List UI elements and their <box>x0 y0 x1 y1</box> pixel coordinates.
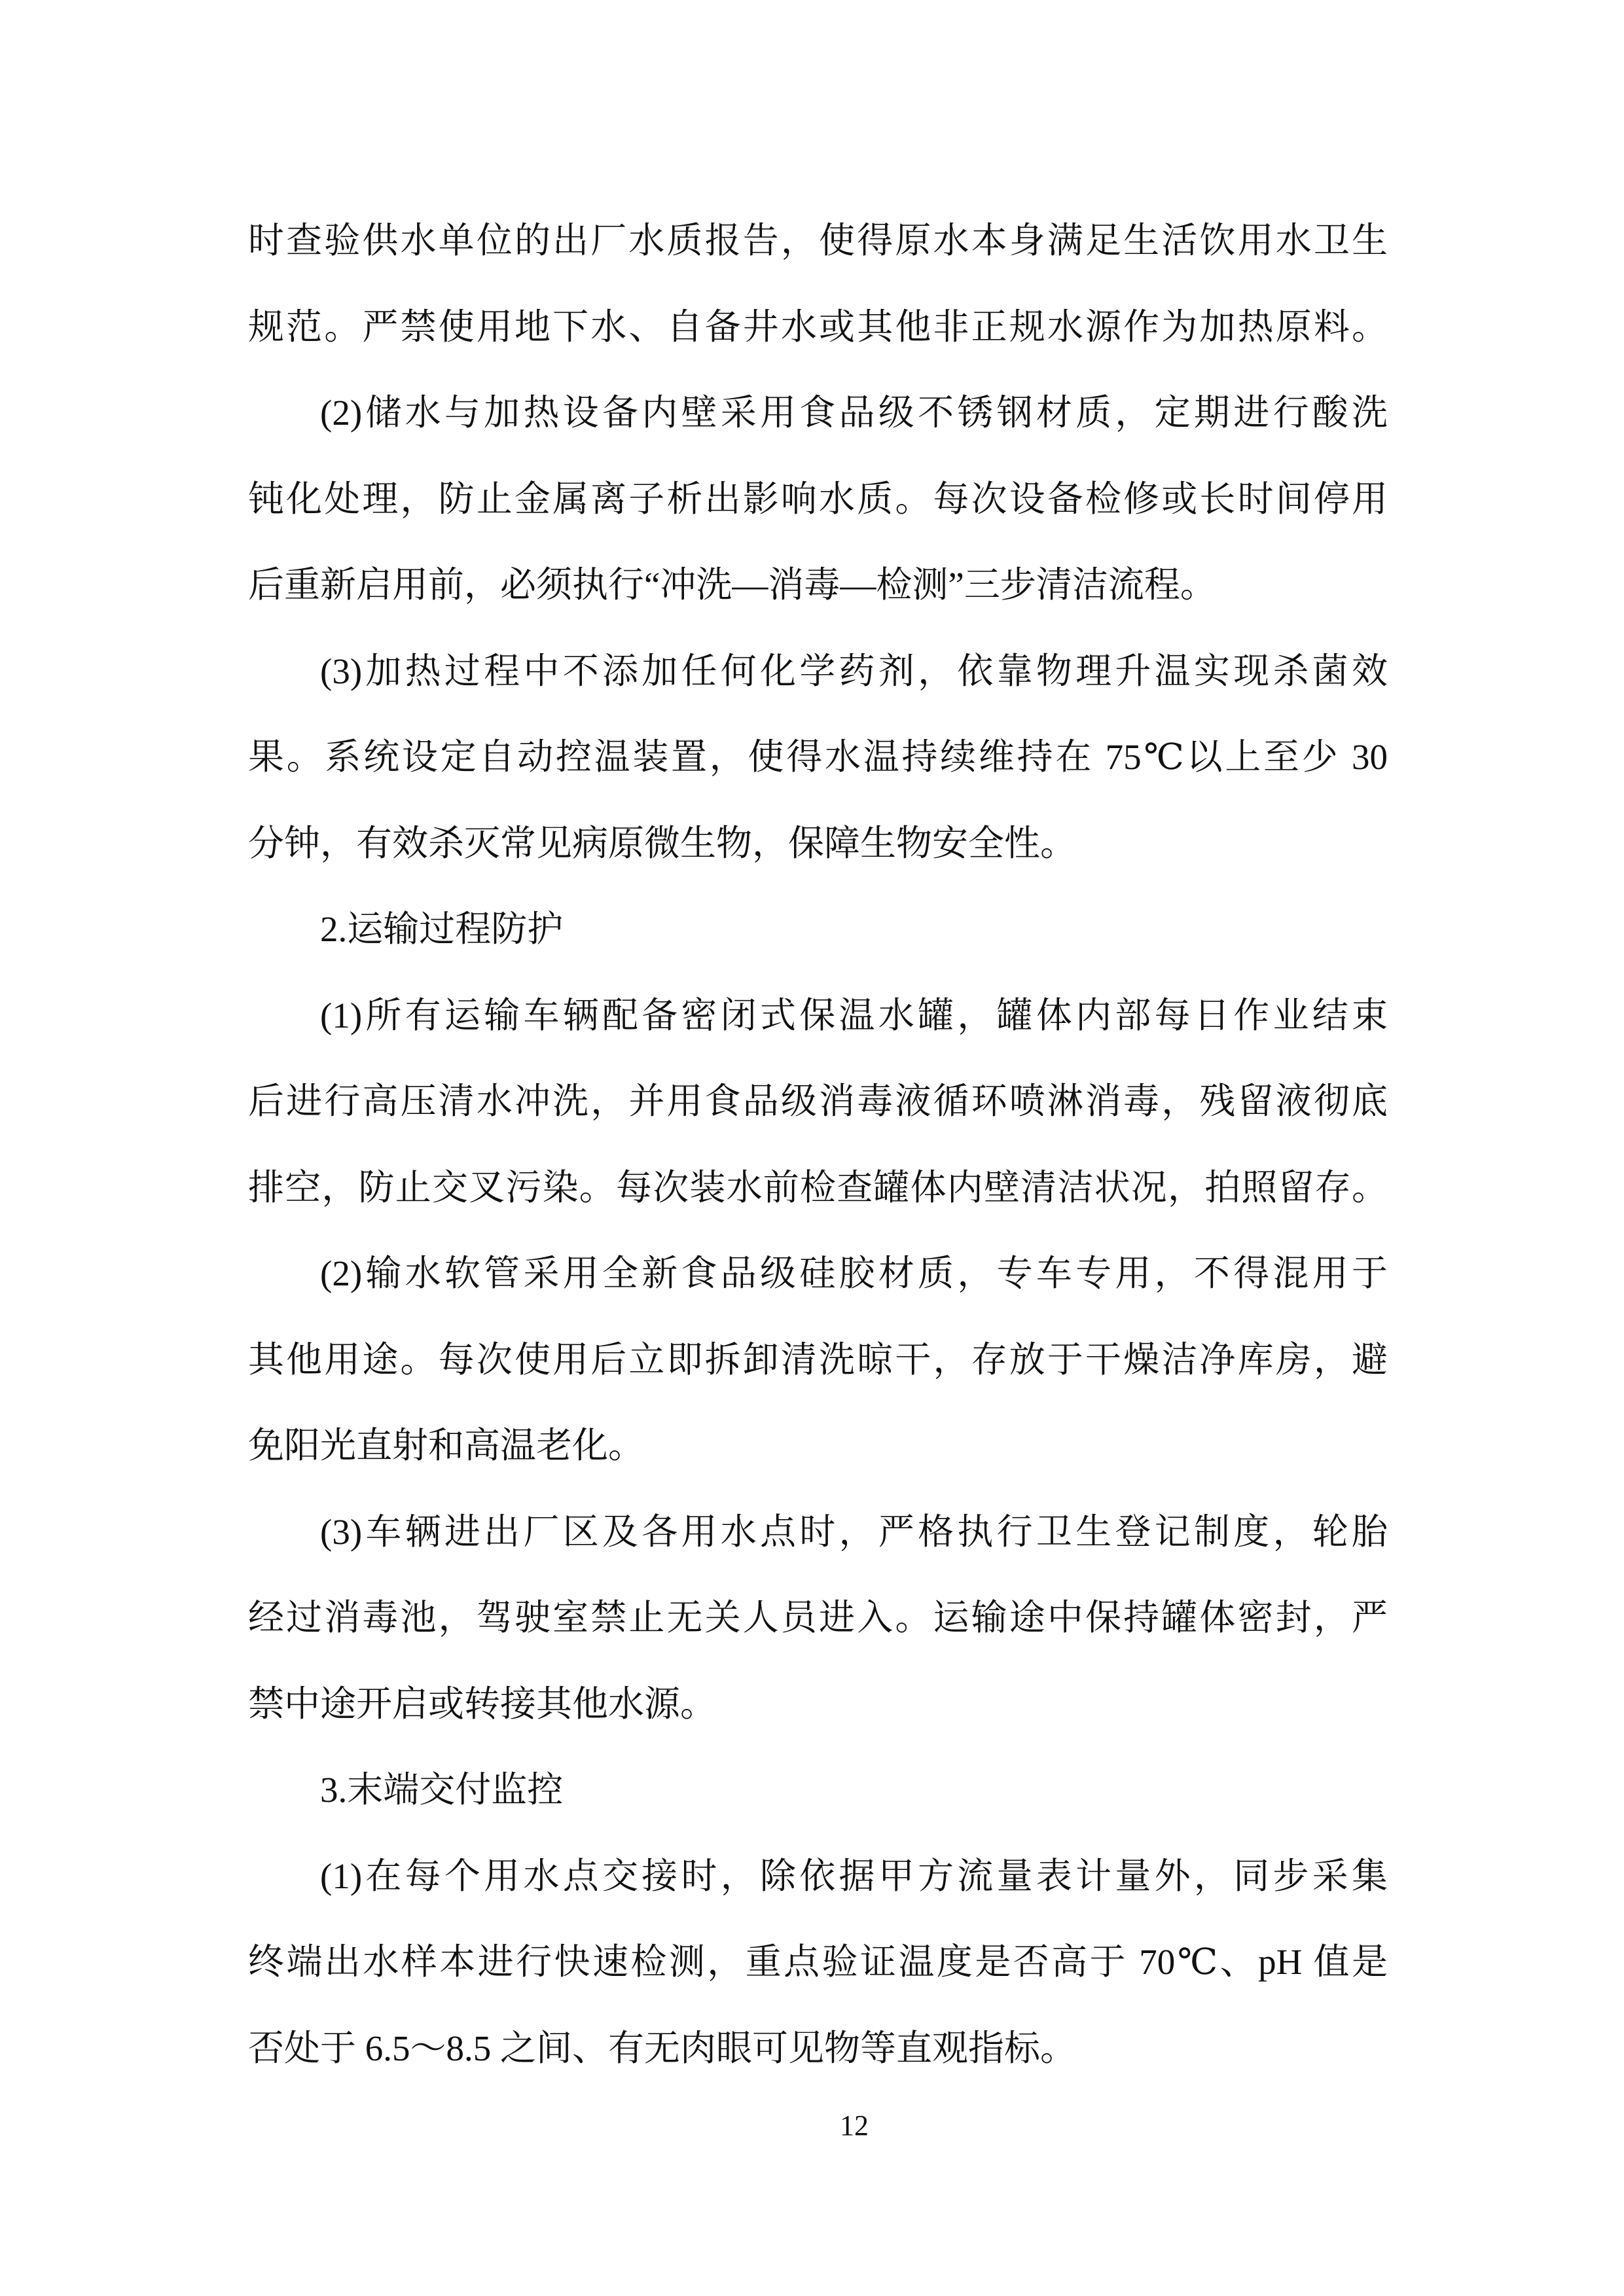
paragraph-continued <box>248 198 1388 370</box>
text-line: 其他用途。每次使用后立即拆卸清洗晾干，存放于干燥洁净库房，避 <box>248 1339 1388 1380</box>
text-line: (2)储水与加热设备内壁采用食品级不锈钢材质，定期进行酸洗 <box>320 393 1388 433</box>
section-heading: 3.末端交付监控 <box>320 1770 564 1810</box>
text-line: 钝化处理，防止金属离子析出影响水质。每次设备检修或长时间停用 <box>248 478 1388 519</box>
paragraph-item-3 <box>248 628 1388 887</box>
paragraph-item-1 <box>248 1833 1388 2092</box>
text-line: (1)所有运输车辆配备密闭式保温水罐，罐体内部每日作业结束 <box>320 995 1388 1035</box>
text-line: 规范。严禁使用地下水、自备井水或其他非正规水源作为加热原料。 <box>248 306 1388 347</box>
text-line: (1)在每个用水点交接时，除依据甲方流量表计量外，同步采集 <box>320 1856 1388 1896</box>
text-line: 排空，防止交叉污染。每次装水前检查罐体内壁清洁状况，拍照留存。 <box>248 1167 1388 1208</box>
paragraph-item-2 <box>248 1230 1388 1489</box>
text-line: 果。系统设定自动控温装置，使得水温持续维持在 75℃以上至少 30 <box>248 737 1388 777</box>
text-line: 否处于 6.5～8.5 之间、有无肉眼可见物等直观指标。 <box>248 2028 1077 2068</box>
text-line: 分钟，有效杀灭常见病原微生物，保障生物安全性。 <box>248 823 1077 863</box>
text-line: 免阳光直射和高温老化。 <box>248 1426 645 1465</box>
text-line: 后进行高压清水冲洗，并用食品级消毒液循环喷淋消毒，残留液彻底 <box>248 1081 1388 1121</box>
text-line: (2)输水软管采用全新食品级硅胶材质，专车专用，不得混用于 <box>320 1253 1388 1293</box>
text-line: 禁中途开启或转接其他水源。 <box>248 1683 717 1724</box>
text-line: 终端出水样本进行快速检测，重点验证温度是否高于 70℃、pH 值是 <box>248 1942 1388 1982</box>
text-line: (3)车辆进出厂区及各用水点时，严格执行卫生登记制度，轮胎 <box>320 1511 1388 1552</box>
paragraph-item-1 <box>248 973 1388 1231</box>
paragraph-item-3 <box>248 1489 1388 1748</box>
text-line: 后重新启用前，必须执行“冲洗—消毒—检测”三步清洁流程。 <box>248 565 1216 605</box>
text-line: 经过消毒池，驾驶室禁止无关人员进入。运输途中保持罐体密封，严 <box>248 1598 1388 1638</box>
body-text <box>248 198 1388 2091</box>
text-line: 时查验供水单位的出厂水质报告，使得原水本身满足生活饮用水卫生 <box>248 221 1388 260</box>
page-number: 12 <box>840 2109 869 2142</box>
section-heading: 2.运输过程防护 <box>320 909 564 949</box>
text-line: (3)加热过程中不添加任何化学药剂，依靠物理升温实现杀菌效 <box>320 651 1388 691</box>
paragraph-item-2 <box>248 370 1388 628</box>
